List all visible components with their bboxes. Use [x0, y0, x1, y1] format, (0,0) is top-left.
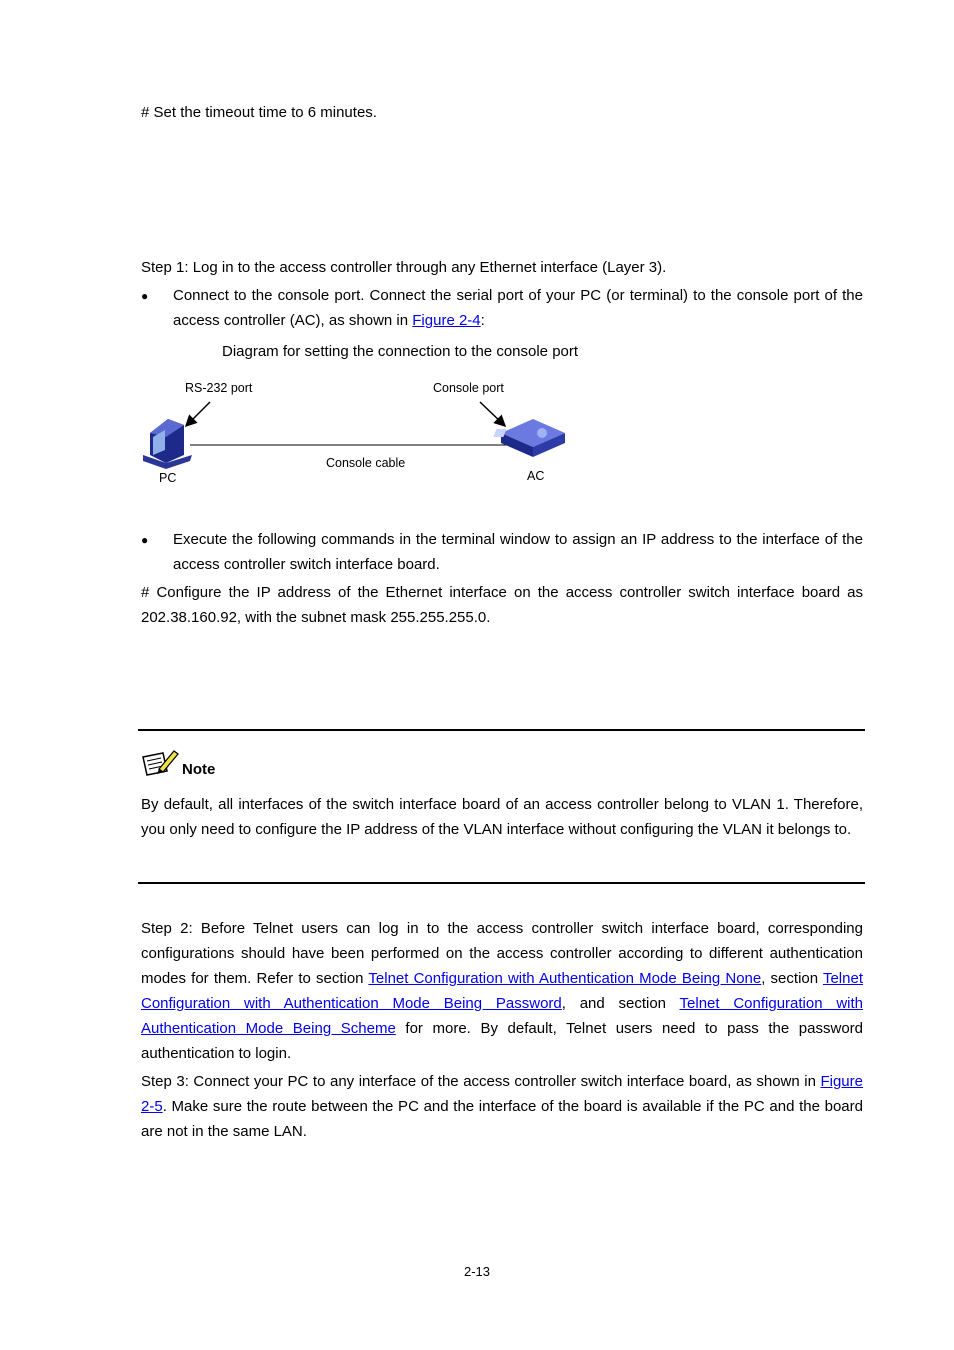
step3-b: . Make sure the route between the PC and the interface of the board is available if the PC and the board are not in the same LAN.	[141, 1098, 863, 1140]
note-top-rule	[138, 729, 865, 731]
console-arrow	[480, 402, 505, 426]
step3-a: Step 3: Connect your PC to any interface of the access controller switch interface board, as shown in	[141, 1073, 821, 1090]
bullet1-text	[173, 283, 863, 333]
bullet1-post: :	[480, 312, 485, 329]
figure-2-5-link[interactable]: Figure 2-5	[141, 1073, 863, 1115]
console-port-label: Console port	[433, 381, 504, 395]
note-title: Note	[182, 761, 216, 778]
intro-text: # Set the timeout time to 6 minutes.	[141, 104, 377, 121]
figure-caption: Diagram for setting the connection to the console port	[222, 343, 579, 360]
step2-c: , and section	[561, 995, 680, 1012]
step1-text: Step 1: Log in to the access controller through any Ethernet interface (Layer 3).	[141, 259, 667, 276]
ac-label: AC	[527, 469, 545, 483]
step2-b: , section	[761, 970, 823, 987]
console-cable-label: Console cable	[326, 456, 406, 470]
bullet-dot: ●	[141, 289, 149, 303]
figure-2-4-link[interactable]: Figure 2-4	[412, 312, 481, 329]
configure-text: # Configure the IP address of the Ethernet interface on the access controller switch interface board as 202.38.160.92, with the subnet mask 255.255.255.0.	[141, 584, 863, 626]
step2-text	[141, 916, 863, 1066]
step2-d: for more. By default, Telnet users need to pass the password authentication to login.	[141, 1020, 864, 1062]
telnet-none-link[interactable]: Telnet Configuration with Authentication Mode Being None	[368, 970, 762, 987]
bullet-dot: ●	[141, 533, 149, 547]
page-number: 2-13	[463, 1264, 491, 1279]
note-icon	[141, 747, 179, 779]
bullet2-text: Execute the following commands in the terminal window to assign an IP address to the interface of the access controller switch interface board.	[173, 531, 863, 573]
step3-text	[141, 1069, 863, 1144]
note-bottom-rule	[138, 882, 865, 884]
rs232-arrow	[186, 402, 210, 426]
step2-a: Step 2: Before Telnet users can log in to the access controller switch interface board, corresponding configurations should have been performed on the access controller according to different authentication modes for them. Refer to section	[141, 920, 863, 987]
note-body: By default, all interfaces of the switch interface board of an access controller belong to VLAN 1. Therefore, you only need to configure the IP address of the VLAN interface without configuring the VLAN it belongs to.	[141, 796, 863, 838]
telnet-password-link[interactable]: Telnet Configuration with Authentication Mode Being Password	[141, 970, 863, 1012]
rs232-port-label: RS-232 port	[185, 381, 253, 395]
pc-icon	[143, 419, 192, 469]
bullet1-pre: Connect to the console port. Connect the serial port of your PC (or terminal) to the console port of the access controller (AC), as shown in	[173, 287, 863, 329]
telnet-scheme-link[interactable]: Telnet Configuration with Authentication Mode Being Scheme	[141, 995, 864, 1037]
pc-label: PC	[159, 471, 177, 485]
